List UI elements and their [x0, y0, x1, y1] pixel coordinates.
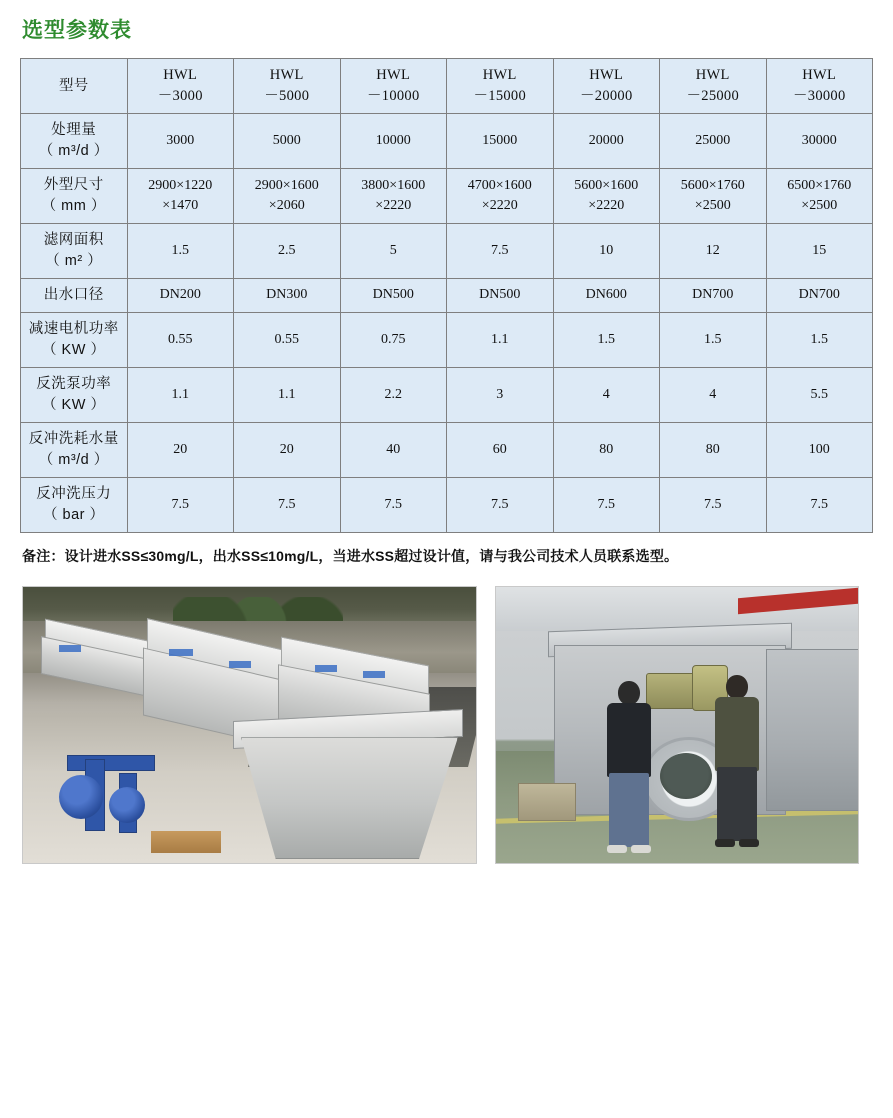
table-row — [21, 313, 873, 368]
cell-0-6 — [766, 114, 873, 169]
cell-7-0 — [127, 478, 234, 533]
photo-gallery — [20, 586, 873, 864]
row-7-label — [21, 478, 128, 533]
photo1-valve-2 — [109, 787, 145, 823]
cell-1-1 — [234, 169, 341, 224]
cell-6-1 — [234, 423, 341, 478]
cell-4-1 — [234, 313, 341, 368]
photo-equipment-yard — [22, 586, 477, 864]
photo2-person-left-legs — [609, 773, 649, 847]
cell-1-0 — [127, 169, 234, 224]
photo2-person-right — [710, 675, 764, 847]
cell-0-5-line1: 25000 — [695, 132, 731, 148]
cell-2-2-line1: 5 — [389, 242, 397, 258]
cell-1-5-line1: 5600×1760 — [680, 177, 745, 193]
cell-6-0-line1: 20 — [173, 442, 188, 458]
header-model-0 — [127, 59, 234, 114]
cell-3-2-line1: DN500 — [372, 287, 414, 303]
header-model-0-line1: HWL — [163, 67, 198, 83]
cell-4-4 — [553, 313, 660, 368]
cell-2-6 — [766, 224, 873, 279]
cell-1-2-line2: ×2220 — [375, 198, 412, 214]
cell-5-5-line1: 4 — [709, 387, 717, 403]
table-header-row — [21, 59, 873, 114]
row-1-label-line2: （ mm ） — [41, 198, 106, 215]
cell-0-0 — [127, 114, 234, 169]
cell-1-4-line2: ×2220 — [588, 198, 625, 214]
cell-3-4-line1: DN600 — [585, 287, 627, 303]
cell-3-5 — [660, 279, 767, 313]
cell-3-2 — [340, 279, 447, 313]
cell-6-6-line1: 100 — [808, 442, 830, 458]
cell-1-4-line1: 5600×1600 — [574, 177, 639, 193]
cell-1-5-line2: ×2500 — [694, 198, 731, 214]
row-6-label-line2: （ m³/d ） — [38, 452, 109, 469]
cell-0-3-line1: 15000 — [482, 132, 518, 148]
row-4-label — [21, 313, 128, 368]
table-row — [21, 423, 873, 478]
cell-6-6 — [766, 423, 873, 478]
cell-4-4-line1: 1.5 — [597, 332, 615, 347]
photo2-crate — [518, 783, 576, 821]
spec-table-body — [21, 59, 873, 533]
photo2-person-right-head — [726, 675, 748, 699]
cell-4-6-line1: 1.5 — [810, 332, 828, 347]
photo2-person-left-torso — [607, 703, 651, 777]
cell-0-1 — [234, 114, 341, 169]
cell-1-6-line2: ×2500 — [801, 198, 838, 214]
photo2-person-left — [604, 681, 654, 849]
row-5-label — [21, 368, 128, 423]
cell-5-1-line1: 1.1 — [278, 387, 296, 403]
cell-7-4-line1: 7.5 — [597, 497, 615, 513]
cell-5-2 — [340, 368, 447, 423]
spec-table — [20, 58, 873, 533]
table-row — [21, 114, 873, 169]
cell-1-0-line2: ×1470 — [162, 198, 199, 214]
cell-1-4 — [553, 169, 660, 224]
header-model-4-line1: HWL — [589, 67, 624, 83]
row-0-label — [21, 114, 128, 169]
row-2-label-line2: （ m² ） — [45, 253, 103, 270]
cell-6-1-line1: 20 — [279, 442, 294, 458]
row-7-label-line2: （ bar ） — [42, 507, 105, 524]
cell-5-6 — [766, 368, 873, 423]
cell-5-0-line1: 1.1 — [171, 387, 189, 403]
row-6-label-line1: 反冲洗耗水量 — [28, 431, 119, 448]
cell-7-3 — [447, 478, 554, 533]
cell-4-1-line1: 0.55 — [274, 332, 299, 347]
cell-3-3 — [447, 279, 554, 313]
cell-3-4 — [553, 279, 660, 313]
header-model-5-line1: HWL — [695, 67, 730, 83]
header-model-5-line2: －25000 — [686, 88, 740, 105]
cell-2-1-line1: 2.5 — [278, 242, 296, 258]
photo1-label-1 — [59, 645, 81, 652]
cell-4-5-line1: 1.5 — [704, 332, 722, 347]
cell-6-2-line1: 40 — [386, 442, 401, 458]
row-1-label-line1: 外型尺寸 — [43, 177, 104, 194]
cell-5-2-line1: 2.2 — [384, 387, 402, 403]
photo2-person-right-shoe-l — [715, 839, 735, 847]
cell-2-3-line1: 7.5 — [491, 242, 509, 258]
header-model-2-line2: －10000 — [366, 88, 420, 105]
header-model-1 — [234, 59, 341, 114]
cell-2-4-line1: 10 — [599, 242, 614, 258]
cell-5-4-line1: 4 — [602, 387, 610, 403]
header-model-3-line1: HWL — [482, 67, 517, 83]
cell-7-0-line1: 7.5 — [171, 497, 189, 513]
cell-7-5-line1: 7.5 — [704, 497, 722, 513]
header-model-3 — [447, 59, 554, 114]
cell-7-1-line1: 7.5 — [278, 497, 296, 513]
photo1-valve-1 — [59, 775, 103, 819]
cell-7-3-line1: 7.5 — [491, 497, 509, 513]
photo2-person-right-torso — [715, 697, 759, 771]
table-row — [21, 279, 873, 313]
header-model-6-line2: －30000 — [792, 88, 846, 105]
row-4-label-line2: （ KW ） — [42, 342, 106, 359]
cell-6-4-line1: 80 — [599, 442, 614, 458]
photo1-pipe-horizontal — [67, 755, 155, 771]
cell-6-3 — [447, 423, 554, 478]
table-row — [21, 368, 873, 423]
photo-equipment-inspection — [495, 586, 859, 864]
cell-4-2-line1: 0.75 — [381, 332, 406, 347]
cell-2-0-line1: 1.5 — [171, 242, 189, 258]
cell-7-5 — [660, 478, 767, 533]
cell-3-6-line1: DN700 — [798, 287, 840, 303]
photo2-person-left-head — [618, 681, 640, 705]
cell-5-6-line1: 5.5 — [810, 387, 828, 403]
cell-4-3-line1: 1.1 — [491, 332, 509, 347]
cell-7-2-line1: 7.5 — [384, 497, 402, 513]
row-4-label-line1: 减速电机功率 — [28, 321, 119, 338]
cell-3-5-line1: DN700 — [692, 287, 734, 303]
cell-0-4-line1: 20000 — [588, 132, 624, 148]
photo1-label-5 — [363, 671, 385, 678]
table-note: 备注：设计进水SS≤30mg/L，出水SS≤10mg/L，当进水SS超过设计值，请与我公司技术人员联系选型。 — [22, 548, 679, 565]
page-title: 选型参数表 — [22, 19, 132, 42]
cell-6-4 — [553, 423, 660, 478]
cell-7-2 — [340, 478, 447, 533]
cell-3-3-line1: DN500 — [479, 287, 521, 303]
table-row — [21, 169, 873, 224]
cell-0-6-line1: 30000 — [801, 132, 837, 148]
cell-1-2-line1: 3800×1600 — [361, 177, 426, 193]
cell-0-4 — [553, 114, 660, 169]
photo2-machine-body-right — [766, 649, 859, 811]
cell-5-3 — [447, 368, 554, 423]
row-7-label-line1: 反冲洗压力 — [36, 486, 112, 503]
row-1-label — [21, 169, 128, 224]
photo1-label-2 — [169, 649, 193, 656]
cell-4-0-line1: 0.55 — [168, 332, 193, 347]
cell-1-3-line2: ×2220 — [481, 198, 518, 214]
header-model-0-line2: －3000 — [157, 88, 203, 105]
cell-5-3-line1: 3 — [496, 387, 504, 403]
cell-6-5-line1: 80 — [705, 442, 720, 458]
header-model-6-line1: HWL — [802, 67, 837, 83]
row-5-label-line1: 反洗泵功率 — [36, 376, 112, 393]
row-0-label-line2: （ m³/d ） — [38, 143, 109, 160]
header-model-2-line1: HWL — [376, 67, 411, 83]
cell-2-0 — [127, 224, 234, 279]
row-0-label-line1: 处理量 — [51, 122, 97, 139]
cell-7-6-line1: 7.5 — [810, 497, 828, 513]
cell-0-1-line1: 5000 — [272, 132, 301, 148]
row-5-label-line2: （ KW ） — [42, 397, 106, 414]
header-model-4-line2: －20000 — [579, 88, 633, 105]
cell-0-0-line1: 3000 — [166, 132, 195, 148]
row-2-label — [21, 224, 128, 279]
cell-1-6 — [766, 169, 873, 224]
photo1-label-4 — [315, 665, 337, 672]
header-label: 型号 — [21, 59, 128, 114]
header-model-4 — [553, 59, 660, 114]
cell-1-5 — [660, 169, 767, 224]
cell-1-6-line1: 6500×1760 — [787, 177, 852, 193]
cell-6-5 — [660, 423, 767, 478]
header-model-2 — [340, 59, 447, 114]
cell-1-2 — [340, 169, 447, 224]
row-6-label — [21, 423, 128, 478]
cell-3-1-line1: DN300 — [266, 287, 308, 303]
cell-2-3 — [447, 224, 554, 279]
cell-2-1 — [234, 224, 341, 279]
photo2-flange-opening — [660, 753, 712, 799]
cell-1-0-line1: 2900×1220 — [148, 177, 213, 193]
photo2-person-left-shoe-r — [631, 845, 651, 853]
row-3-label-line1: 出水口径 — [43, 287, 104, 304]
cell-2-6-line1: 15 — [812, 242, 827, 258]
row-3-label — [21, 279, 128, 313]
cell-1-3 — [447, 169, 554, 224]
cell-2-5 — [660, 224, 767, 279]
cell-3-6 — [766, 279, 873, 313]
header-model-1-line1: HWL — [269, 67, 304, 83]
cell-4-3 — [447, 313, 554, 368]
row-2-label-line1: 滤网面积 — [43, 232, 104, 249]
photo2-person-left-shoe-l — [607, 845, 627, 853]
cell-5-0 — [127, 368, 234, 423]
cell-2-5-line1: 12 — [705, 242, 720, 258]
header-model-5 — [660, 59, 767, 114]
cell-7-6 — [766, 478, 873, 533]
cell-4-6 — [766, 313, 873, 368]
table-row — [21, 224, 873, 279]
cell-2-4 — [553, 224, 660, 279]
cell-3-1 — [234, 279, 341, 313]
cell-0-5 — [660, 114, 767, 169]
header-model-1-line2: －5000 — [264, 88, 310, 105]
cell-4-0 — [127, 313, 234, 368]
cell-1-1-line1: 2900×1600 — [254, 177, 319, 193]
cell-7-1 — [234, 478, 341, 533]
cell-2-2 — [340, 224, 447, 279]
cell-6-2 — [340, 423, 447, 478]
cell-1-3-line1: 4700×1600 — [467, 177, 532, 193]
cell-6-3-line1: 60 — [492, 442, 507, 458]
cell-3-0-line1: DN200 — [159, 287, 201, 303]
cell-5-1 — [234, 368, 341, 423]
photo1-label-3 — [229, 661, 251, 668]
cell-5-5 — [660, 368, 767, 423]
cell-4-2 — [340, 313, 447, 368]
cell-1-1-line2: ×2060 — [268, 198, 305, 214]
header-model-3-line2: －15000 — [473, 88, 527, 105]
cell-0-2-line1: 10000 — [375, 132, 411, 148]
cell-0-2 — [340, 114, 447, 169]
header-model-6 — [766, 59, 873, 114]
table-row — [21, 478, 873, 533]
cell-7-4 — [553, 478, 660, 533]
photo2-person-right-legs — [717, 767, 757, 841]
cell-4-5 — [660, 313, 767, 368]
cell-3-0 — [127, 279, 234, 313]
photo1-wooden-pallet — [151, 831, 221, 853]
cell-6-0 — [127, 423, 234, 478]
photo2-person-right-shoe-r — [739, 839, 759, 847]
cell-5-4 — [553, 368, 660, 423]
cell-0-3 — [447, 114, 554, 169]
